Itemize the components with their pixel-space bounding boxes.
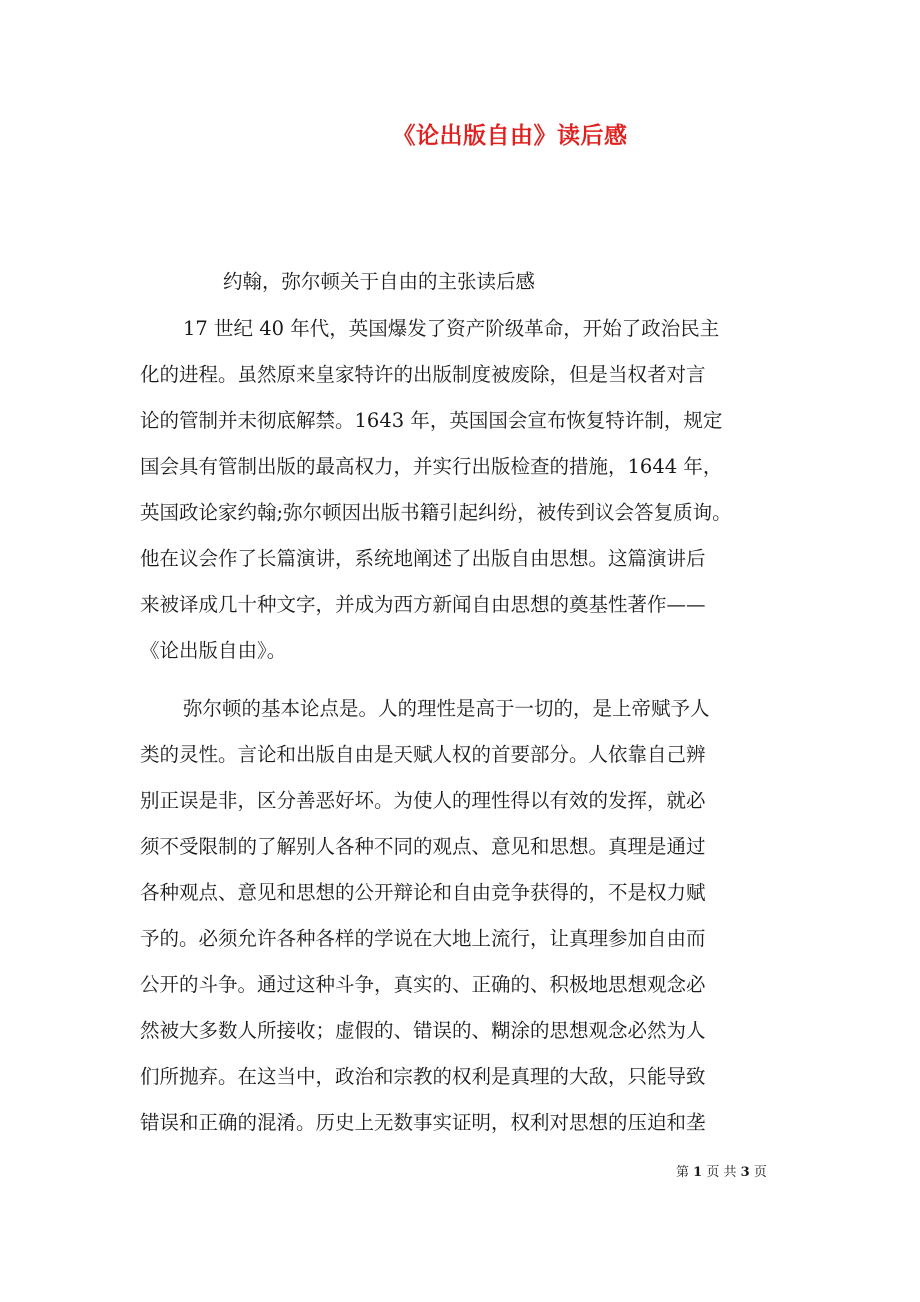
paragraph-2-line-1: 弥尔顿的基本论点是。人的理性是高于一切的，是上帝赋予人 — [183, 697, 710, 720]
paragraph-1-line-8: 《论出版自由》。 — [140, 639, 287, 662]
paragraph-2-line-9: 们所抛弃。在这当中，政治和宗教的权利是真理的大敌，只能导致 — [140, 1065, 706, 1088]
footer-page-number: 1 — [693, 1165, 703, 1180]
paragraph-2-line-2: 类的灵性。言论和出版自由是天赋人权的首要部分。人依靠自己辨 — [140, 743, 706, 766]
footer-suffix: 页 — [753, 1165, 767, 1180]
document-title: 《论出版自由》读后感 — [392, 122, 628, 149]
paragraph-1-line-6: 他在议会作了长篇演讲，系统地阐述了出版自由思想。这篇演讲后 — [140, 547, 706, 570]
paragraph-2-line-4: 须不受限制的了解别人各种不同的观点、意见和思想。真理是通过 — [140, 835, 706, 858]
page-footer — [676, 1163, 767, 1183]
footer-total-pages: 3 — [740, 1165, 750, 1180]
paragraph-2-line-3: 别正误是非，区分善恶好坏。为使人的理性得以有效的发挥，就必 — [140, 789, 706, 812]
paragraph-2-line-7: 公开的斗争。通过这种斗争，真实的、正确的、积极地思想观念必 — [140, 973, 706, 996]
paragraph-1-line-7: 来被译成几十种文字，并成为西方新闻自由思想的奠基性著作—— — [140, 593, 706, 616]
paragraph-2-line-8: 然被大多数人所接收；虚假的、错误的、糊涂的思想观念必然为人 — [140, 1019, 706, 1042]
document-subtitle: 约翰，弥尔顿关于自由的主张读后感 — [223, 270, 536, 293]
paragraph-1-line-2: 化的进程。虽然原来皇家特许的出版制度被废除，但是当权者对言 — [140, 363, 706, 386]
paragraph-1-line-3: 论的管制并未彻底解禁。1643 年，英国国会宣布恢复特许制，规定 — [140, 409, 723, 432]
footer-middle: 页 共 — [706, 1165, 737, 1180]
paragraph-1-line-5: 英国政论家约翰;弥尔顿因出版书籍引起纠纷，被传到议会答复质询。 — [140, 501, 732, 524]
footer-prefix: 第 — [676, 1165, 690, 1180]
paragraph-2-line-6: 予的。必须允许各种各样的学说在大地上流行，让真理参加自由而 — [140, 927, 706, 950]
paragraph-1-line-4: 国会具有管制出版的最高权力，并实行出版检查的措施，1644 年， — [140, 455, 723, 478]
paragraph-2-line-10: 错误和正确的混淆。历史上无数事实证明，权利对思想的压迫和垄 — [140, 1111, 706, 1134]
paragraph-2-line-5: 各种观点、意见和思想的公开辩论和自由竞争获得的，不是权力赋 — [140, 881, 706, 904]
paragraph-1-line-1: 17 世纪 40 年代，英国爆发了资产阶级革命，开始了政治民主 — [183, 317, 720, 340]
